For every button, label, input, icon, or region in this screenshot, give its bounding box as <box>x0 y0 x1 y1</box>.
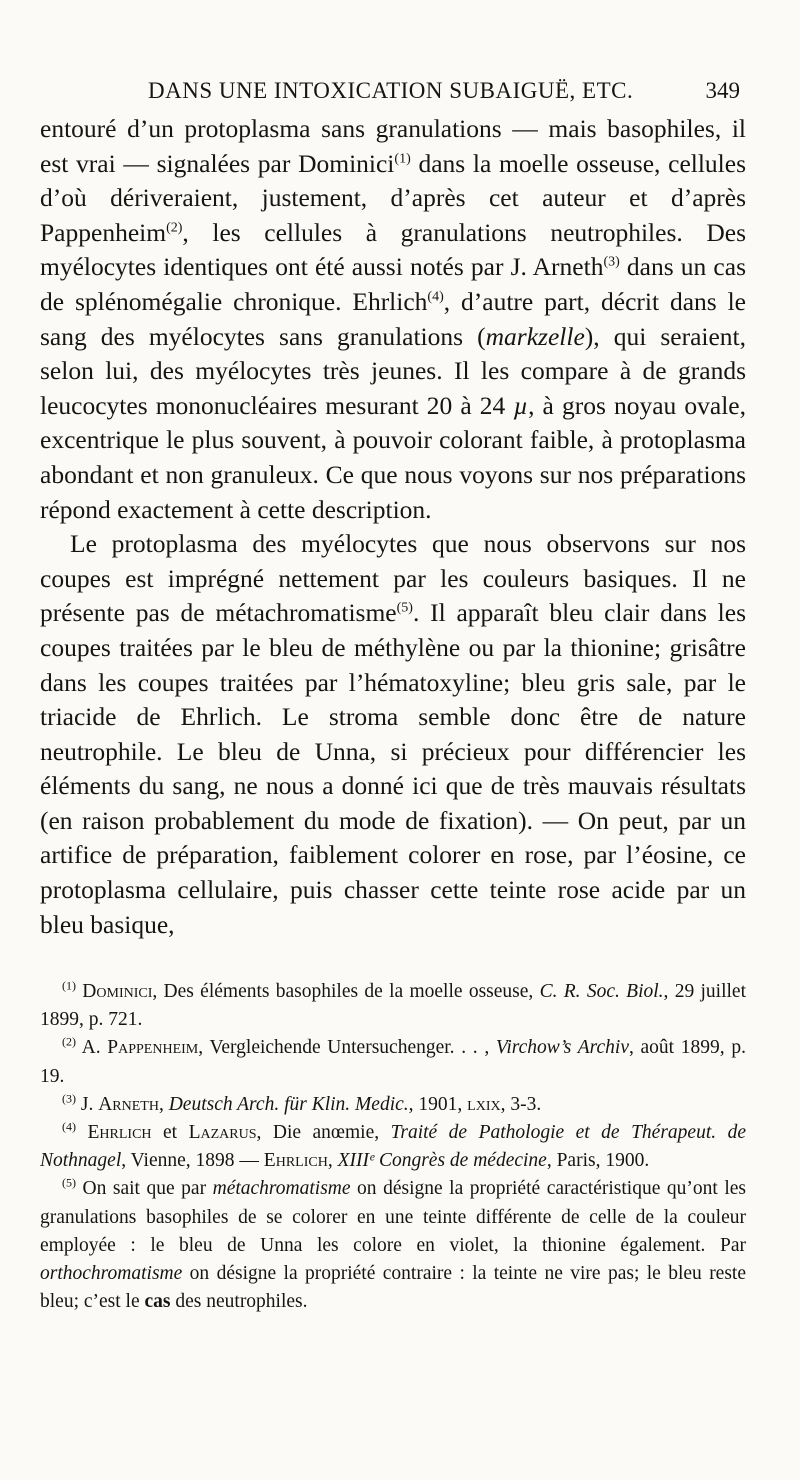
footnote-5 <box>40 1175 746 1316</box>
paragraph-2 <box>40 527 746 942</box>
journal-title: C. R. Soc. Biol. <box>539 981 664 1002</box>
text-run: , Des éléments basophiles de la moelle osseuse, <box>152 981 540 1002</box>
footnote-ref-5[interactable]: (5) <box>396 600 413 616</box>
italic-term: markzelle <box>485 321 585 351</box>
footnote-author: Pappenheim <box>107 1037 199 1059</box>
text-run: , d’autre part, décrit dans le sang des myélocytes sans granulations ( <box>40 286 746 351</box>
text-run: ), qui seraient, selon lui, des myélocytes très jeunes. Il les compare à de grands leucocytes mononucléaires mesurant 20 à 24 <box>40 321 746 420</box>
footnote-3 <box>40 1091 746 1119</box>
footnote-author: Ehrlich <box>87 1122 152 1144</box>
volume-number: lxix <box>467 1093 501 1115</box>
text-run: on désigne la propriété contraire : la teinte ne vire pas; le bleu reste bleu; c’est le <box>40 1263 746 1313</box>
footnote-2 <box>40 1034 746 1090</box>
footnote-number: (2) <box>62 1034 76 1049</box>
text-run: , Paris, 1900. <box>546 1150 650 1172</box>
text-run: , <box>327 1150 338 1172</box>
paragraph-1 <box>40 112 746 527</box>
text-run: Le protoplasma des myélocytes que nous observons sur nos coupes est imprégné nettement par les couleurs basiques. Il ne présente pas de métachromatisme <box>40 529 746 628</box>
footnote-ref-4[interactable]: (4) <box>427 289 444 305</box>
journal-title: Deutsch Arch. für Klin. Medic. <box>168 1093 409 1115</box>
journal-title: Traité de Pathologie et de Thérapeut. de Nothnagel <box>40 1122 746 1172</box>
text-run: , Die anœmie, <box>256 1122 391 1144</box>
text-run: . Il apparaît bleu clair dans les coupes traitées par le bleu de méthylène ou par la thionine; grisâtre dans les coupes traitées par l’hématoxyline; bleu gris sale, par le triacide de Ehrlich. Le stroma semble donc être de nature neutrophile. Le bleu de Unna, si précieux pour différencier les éléments du sang, ne nous a donné ici que de très mauvais résultats (en raison probablement du mode de fixation). — On peut, par un artifice de préparation, faiblement colorer en rose, par l’éosine, ce protoplasma cellulaire, puis chasser cette teinte rose acide par un bleu basique, <box>40 598 747 939</box>
footnote-author: Dominici <box>82 981 153 1002</box>
footnote-ref-1[interactable]: (1) <box>394 151 411 167</box>
text-run: des neutrophiles. <box>170 1291 308 1313</box>
text-run: , Vergleichende Untersuchenger. . . , <box>198 1037 496 1059</box>
text-run: , à gros noyau ovale, excentrique le plus souvent, à pouvoir colorant faible, à protoplasma abondant et non granuleux. Ce que nous voyons sur nos préparations répond exactement à cette description. <box>40 390 746 524</box>
text-run: , août 1899, p. 19. <box>40 1037 746 1087</box>
text-run: et <box>151 1122 189 1144</box>
text-run: A. <box>81 1037 108 1059</box>
text-run: , <box>158 1093 169 1115</box>
footnote-author: Ehrlich <box>263 1150 328 1172</box>
running-title: DANS UNE INTOXICATION SUBAIGUË, ETC. <box>148 78 634 103</box>
footnote-4 <box>40 1119 746 1175</box>
bold-term: cas <box>144 1291 171 1313</box>
text-run: , 1901, <box>408 1093 468 1115</box>
text-run: J. <box>80 1093 99 1115</box>
footnote-author: Lazarus <box>188 1122 257 1144</box>
text-run: , 3-3. <box>500 1093 542 1115</box>
journal-title: XIIIᵉ Congrès de médecine <box>337 1150 547 1172</box>
text-run: dans la moelle osseuse, cellules d’où dériveraient, justement, d’après cet auteur et d’après Pappenheim <box>40 148 747 247</box>
text-run: dans un cas de splénomégalie chronique. Ehrlich <box>40 252 746 316</box>
text-run: On sait que par <box>76 1178 213 1200</box>
footnote-number: (3) <box>62 1091 76 1106</box>
text-run: , Vienne, 1898 — <box>121 1150 264 1172</box>
footnotes <box>40 978 746 1316</box>
journal-title: Virchow’s Archiv <box>495 1037 629 1059</box>
text-run: , les cellules à granulations neutrophiles. Des myélocytes identiques ont été aussi notés par J. Arneth <box>40 217 746 282</box>
text-run: entouré d’un protoplasma sans granulations — mais basophiles, il est vrai — signalées par Dominici <box>40 114 746 178</box>
page-number: 349 <box>705 78 740 103</box>
italic-term: orthochromatisme <box>40 1263 183 1285</box>
footnote-1 <box>40 978 746 1034</box>
text-run: on désigne la propriété caractéristique qu’ont les granulations basophiles de se colorer en une teinte différente de celle de la couleur employée : le bleu de Unna les colore en violet, la thionine également. Par <box>40 1178 746 1256</box>
footnote-ref-3[interactable]: (3) <box>603 254 620 270</box>
text-run: , 29 juillet 1899, p. 721. <box>40 981 747 1031</box>
body-text <box>40 112 746 942</box>
micron-symbol: µ <box>513 390 529 420</box>
footnote-number: (4) <box>62 1119 76 1134</box>
footnote-ref-2[interactable]: (2) <box>166 220 183 236</box>
footnote-number: (1) <box>62 978 76 993</box>
page-header <box>40 78 740 108</box>
footnote-author: Arneth <box>98 1093 159 1115</box>
italic-term: métachromatisme <box>212 1178 351 1200</box>
footnote-number: (5) <box>62 1175 76 1190</box>
